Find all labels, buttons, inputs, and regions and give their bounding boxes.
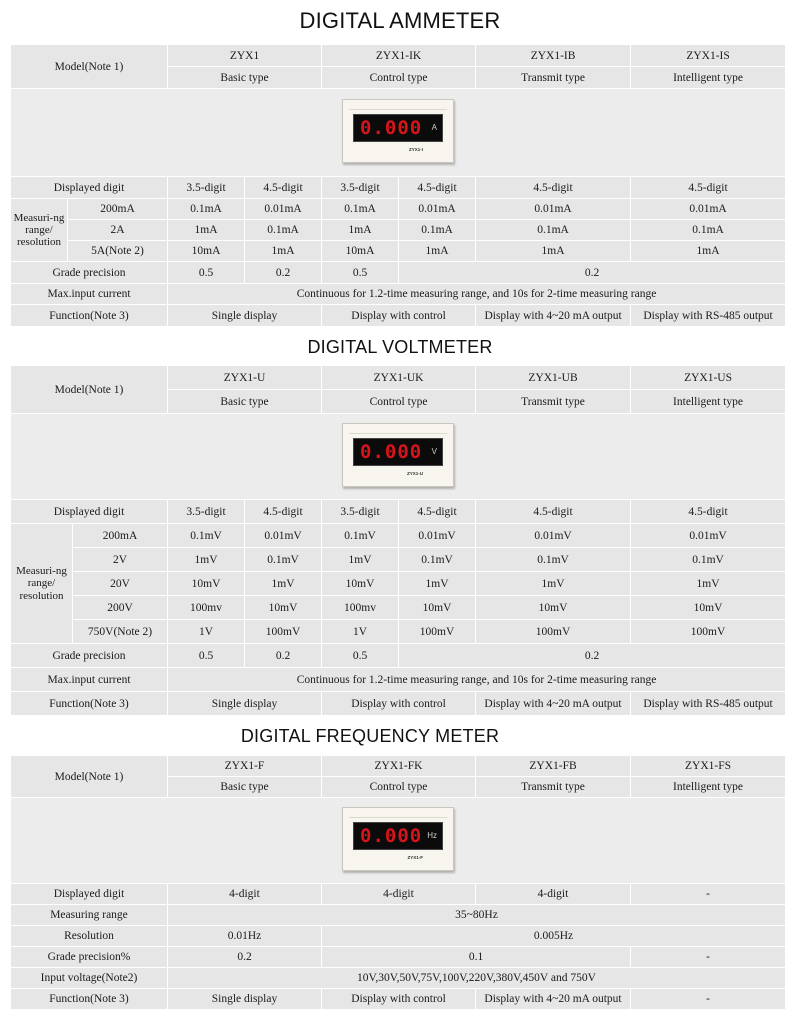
range-value-cell: 35~80Hz [168,905,786,926]
value-cell: 10mA [168,241,245,262]
digit-cell: 4.5-digit [245,500,322,524]
value-cell: 1mA [399,241,476,262]
function-cell: Display with 4~20 mA output [476,989,631,1010]
value-cell: 0.1mA [631,220,786,241]
range-label: 200mA [68,199,168,220]
function-cell: Single display [168,692,322,716]
value-cell: 100mV [631,620,786,644]
value-cell: 100mv [168,596,245,620]
digit-cell: 4.5-digit [631,500,786,524]
digit-cell: 4-digit [322,884,476,905]
model-name: ZYX1-U [168,366,322,390]
value-cell: 1mA [476,241,631,262]
row-label: Max.input current [11,668,168,692]
model-label: Model(Note 1) [11,366,168,414]
row-label: Grade precision [11,644,168,668]
value-cell: 0.01mA [245,199,322,220]
range-label: 200V [73,596,168,620]
grade-cell: 0.1 [322,947,631,968]
model-name: ZYX1-FS [631,756,786,777]
range-label: 20V [73,572,168,596]
range-label: 750V(Note 2) [73,620,168,644]
value-cell: 1V [168,620,245,644]
function-cell: Single display [168,305,322,327]
meter-brand-label: ZYX1-I [409,147,424,152]
model-name: ZYX1-IB [476,45,631,67]
ammeter-product-image [342,99,454,163]
digit-cell: 4.5-digit [476,500,631,524]
value-cell: 1mV [245,572,322,596]
value-cell: 0.01mV [399,524,476,548]
value-cell: 1mV [322,548,399,572]
grade-cell: 0.2 [245,262,322,284]
row-label: Grade precision% [11,947,168,968]
function-cell: Display with control [322,692,476,716]
digit-cell: 4.5-digit [399,177,476,199]
grade-cell: 0.5 [322,262,399,284]
model-type: Control type [322,777,476,798]
meter-brand-label: ZYX1-F [407,855,423,860]
model-name: ZYX1-FB [476,756,631,777]
row-label: Grade precision [11,262,168,284]
model-type: Intelligent type [631,390,786,414]
model-name: ZYX1-IS [631,45,786,67]
digit-cell: 4.5-digit [399,500,476,524]
value-cell: 10mV [245,596,322,620]
value-cell: 1mA [322,220,399,241]
model-label: Model(Note 1) [11,756,168,798]
value-cell: 1V [322,620,399,644]
value-cell: 1mV [476,572,631,596]
model-type: Intelligent type [631,67,786,89]
row-label: Resolution [11,926,168,947]
value-cell: 10mV [399,596,476,620]
row-label: Max.input current [11,284,168,305]
model-type: Transmit type [476,777,631,798]
value-cell: 0.1mV [322,524,399,548]
value-cell: 1mV [631,572,786,596]
model-label: Model(Note 1) [11,45,168,89]
value-cell: 10mV [631,596,786,620]
grade-cell: 0.2 [245,644,322,668]
value-cell: 1mV [168,548,245,572]
value-cell: 100mV [245,620,322,644]
grade-cell: 0.2 [399,262,786,284]
function-cell: Display with 4~20 mA output [476,305,631,327]
model-type: Transmit type [476,67,631,89]
product-photo-cell [11,798,786,884]
digit-cell: - [631,884,786,905]
model-name: ZYX1 [168,45,322,67]
value-cell: 1mA [245,241,322,262]
grade-cell: 0.5 [168,644,245,668]
value-cell: 1mA [168,220,245,241]
product-photo-cell [11,89,786,177]
value-cell: 10mV [476,596,631,620]
digit-cell: 3.5-digit [322,177,399,199]
grade-cell: 0.2 [399,644,786,668]
value-cell: 0.1mV [399,548,476,572]
model-name: ZYX1-F [168,756,322,777]
range-label: 2A [68,220,168,241]
value-cell: 1mA [631,241,786,262]
value-cell: 0.1mA [399,220,476,241]
meter-readout: 0.000 [360,441,423,463]
value-cell: 0.1mA [476,220,631,241]
digit-cell: 3.5-digit [322,500,399,524]
meter-readout: 0.000 [360,117,423,139]
resolution-cell: 0.01Hz [168,926,322,947]
frequency-title: DIGITAL FREQUENCY METER [240,726,500,746]
value-cell: 0.01mA [399,199,476,220]
meter-readout: 0.000 [360,825,423,847]
model-type: Transmit type [476,390,631,414]
digit-cell: 4-digit [476,884,631,905]
model-type: Intelligent type [631,777,786,798]
value-cell: 0.1mV [245,548,322,572]
function-cell: Single display [168,989,322,1010]
grade-cell: - [631,947,786,968]
resolution-cell: 0.005Hz [322,926,786,947]
value-cell: 10mA [322,241,399,262]
grade-cell: 0.5 [168,262,245,284]
voltmeter-title: DIGITAL VOLTMETER [307,337,493,357]
digit-cell: 3.5-digit [168,500,245,524]
ammeter-title: DIGITAL AMMETER [299,8,501,33]
max-current-cell: Continuous for 1.2-time measuring range, and 10s for 2-time measuring range [168,668,786,692]
voltmeter-spec-table [10,365,786,716]
model-type: Basic type [168,67,322,89]
function-cell: - [631,989,786,1010]
model-type: Control type [322,390,476,414]
digit-cell: 4-digit [168,884,322,905]
ammeter-spec-table [10,44,786,327]
range-group-label: Measuri-ng range/ resolution [11,524,73,644]
grade-cell: 0.5 [322,644,399,668]
model-name: ZYX1-UK [322,366,476,390]
value-cell: 10mV [322,572,399,596]
value-cell: 0.1mV [476,548,631,572]
value-cell: 0.1mA [245,220,322,241]
row-label: Displayed digit [11,884,168,905]
value-cell: 100mV [399,620,476,644]
model-name: ZYX1-IK [322,45,476,67]
value-cell: 0.01mV [476,524,631,548]
max-current-cell: Continuous for 1.2-time measuring range, and 10s for 2-time measuring range [168,284,786,305]
function-cell: Display with RS-485 output [631,305,786,327]
meter-brand-label: ZYX1-U [407,471,424,476]
value-cell: 0.01mV [245,524,322,548]
value-cell: 0.1mA [168,199,245,220]
digit-cell: 3.5-digit [168,177,245,199]
value-cell: 0.1mV [168,524,245,548]
meter-unit: A [431,123,438,132]
row-label: Measuring range [11,905,168,926]
model-name: ZYX1-UB [476,366,631,390]
model-type: Control type [322,67,476,89]
product-photo-cell [11,414,786,500]
value-cell: 0.01mA [631,199,786,220]
function-cell: Display with RS-485 output [631,692,786,716]
row-label: Function(Note 3) [11,692,168,716]
value-cell: 0.01mA [476,199,631,220]
input-voltage-cell: 10V,30V,50V,75V,100V,220V,380V,450V and 750V [168,968,786,989]
model-name: ZYX1-US [631,366,786,390]
frequency-spec-table [10,755,786,1010]
digit-cell: 4.5-digit [245,177,322,199]
row-label: Displayed digit [11,177,168,199]
value-cell: 0.1mV [631,548,786,572]
meter-unit: V [431,447,438,456]
value-cell: 1mV [399,572,476,596]
value-cell: 0.1mA [322,199,399,220]
voltmeter-product-image [342,423,454,487]
model-type: Basic type [168,777,322,798]
model-type: Basic type [168,390,322,414]
range-group-label: Measuri-ng range/ resolution [11,199,68,262]
value-cell: 100mV [476,620,631,644]
frequency-meter-product-image [342,807,454,871]
row-label: Input voltage(Note2) [11,968,168,989]
model-name: ZYX1-FK [322,756,476,777]
range-label: 5A(Note 2) [68,241,168,262]
grade-cell: 0.2 [168,947,322,968]
value-cell: 10mV [168,572,245,596]
meter-unit: Hz [427,831,437,840]
digit-cell: 4.5-digit [476,177,631,199]
range-label: 200mA [73,524,168,548]
function-cell: Display with 4~20 mA output [476,692,631,716]
value-cell: 0.01mV [631,524,786,548]
row-label: Function(Note 3) [11,305,168,327]
row-label: Displayed digit [11,500,168,524]
function-cell: Display with control [322,989,476,1010]
digit-cell: 4.5-digit [631,177,786,199]
function-cell: Display with control [322,305,476,327]
range-label: 2V [73,548,168,572]
value-cell: 100mv [322,596,399,620]
row-label: Function(Note 3) [11,989,168,1010]
